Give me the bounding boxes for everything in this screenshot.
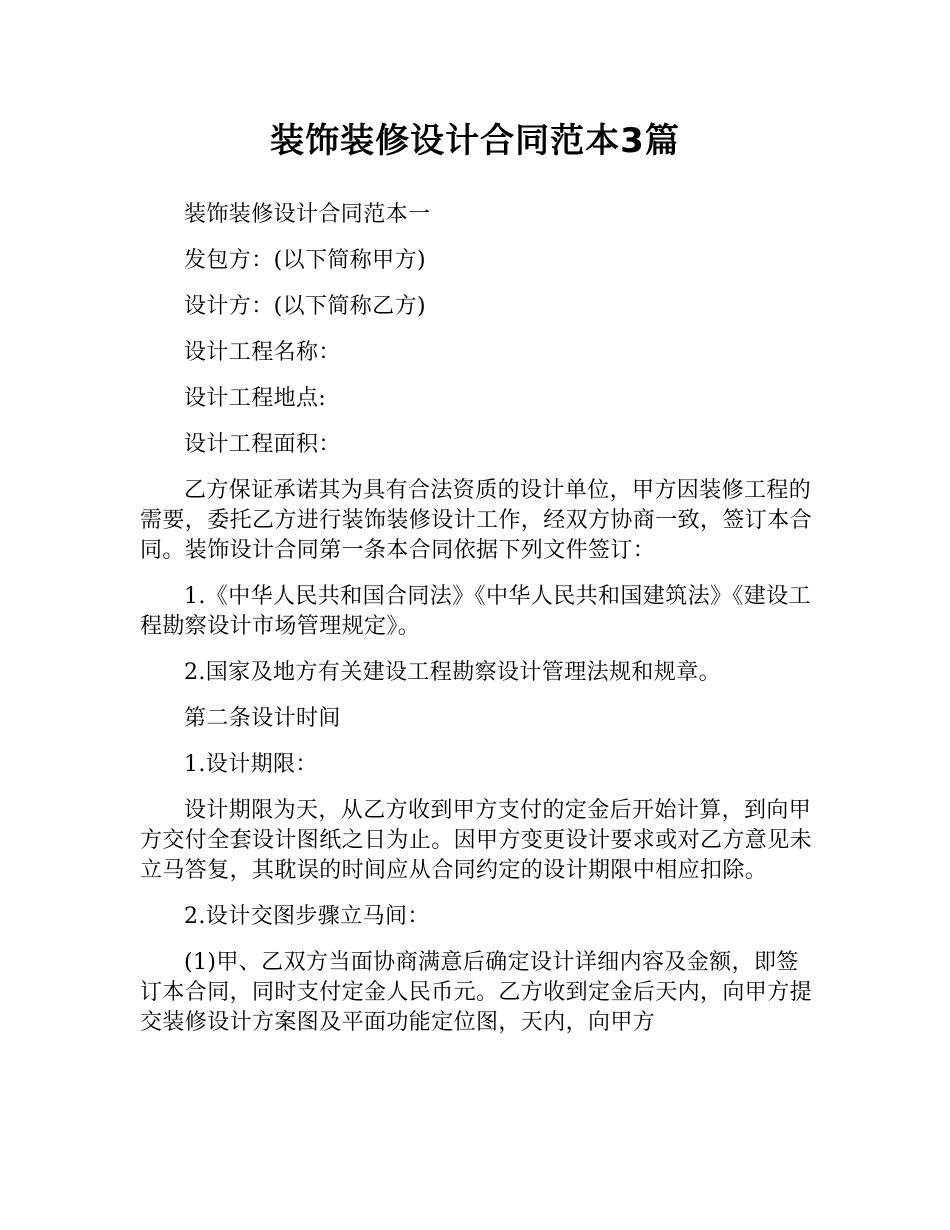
project-location-line: 设计工程地点: [184, 386, 327, 411]
design-period-paragraph: 设计期限为天，从乙方收到甲方支付的定金后开始计算，到向甲方交付全套设计图纸之日为止。因甲方变更设计要求或对乙方意见未立马答复，其耽误的时间应从合同约定的设计期限中相应扣除。 [140, 798, 813, 883]
party-a-line: 发包方：(以下简称甲方) [184, 248, 426, 273]
intro-paragraph: 乙方保证承诺其为具有合法资质的设计单位，甲方因装修工程的需要，委托乙方进行装饰装修设计工作，经双方协商一致，签订本合同。装饰设计合同第一条本合同依据下列文件签订： [140, 478, 813, 563]
design-period-heading: 1.设计期限： [184, 752, 318, 777]
basis-item-1: 1.《中华人民共和国合同法》《中华人民共和国建筑法》《建设工程勘察设计市场管理规定》。 [140, 584, 811, 639]
document-body [140, 200, 812, 1054]
basis-item-2: 2.国家及地方有关建设工程勘察设计管理法规和规章。 [184, 660, 721, 685]
delivery-step-1-paragraph: (1)甲、乙双方当面协商满意后确定设计详细内容及金额，即签订本合同，同时支付定金人民币元。乙方收到定金后天内，向甲方提交装修设计方案图及平面功能定位图，天内，向甲方 [140, 950, 813, 1035]
document-title: 装饰装修设计合同范本3篇 [270, 121, 680, 161]
project-area-line: 设计工程面积： [184, 432, 341, 457]
subtitle-paragraph: 装饰装修设计合同范本一 [184, 202, 431, 227]
delivery-steps-heading: 2.设计交图步骤立马间： [184, 904, 430, 929]
project-name-line: 设计工程名称： [184, 340, 341, 365]
article-two-heading: 第二条设计时间 [184, 706, 341, 731]
party-b-line: 设计方：(以下简称乙方) [184, 294, 426, 319]
